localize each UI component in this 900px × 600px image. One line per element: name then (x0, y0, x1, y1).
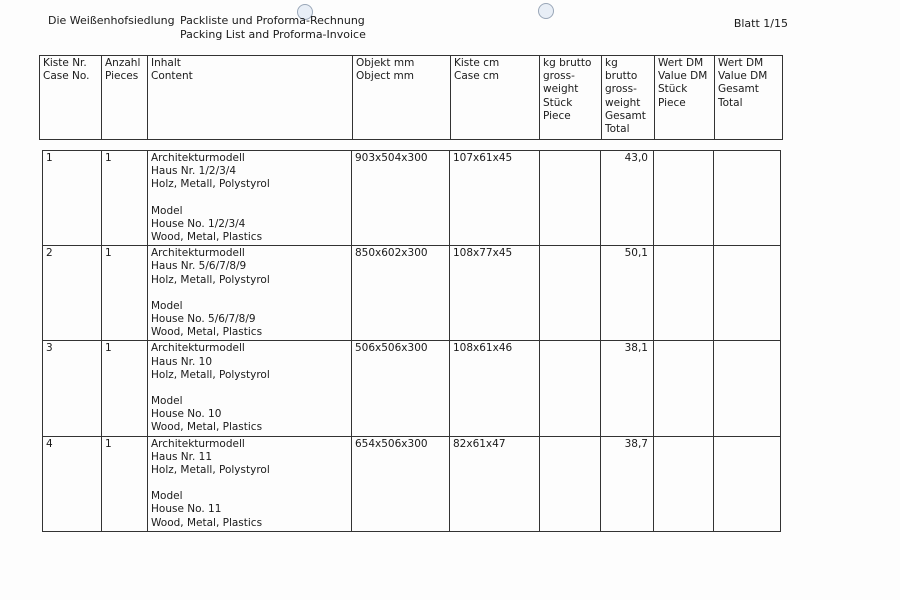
packing-list-table (42, 150, 781, 532)
pieces-count: 1 (102, 436, 148, 531)
table-row (43, 246, 781, 341)
header-weight-total: kg brutto gross- weight Gesamt Total (602, 56, 655, 140)
object-dimensions: 654x506x300 (352, 436, 450, 531)
case-number: 3 (43, 341, 102, 436)
value-total (714, 436, 781, 531)
table-row (43, 436, 781, 531)
header-content: Inhalt Content (148, 56, 353, 140)
column-header-table (39, 55, 783, 140)
header-object-mm: Objekt mm Object mm (353, 56, 451, 140)
header-case-cm: Kiste cm Case cm (451, 56, 540, 140)
case-number: 4 (43, 436, 102, 531)
table-row (43, 341, 781, 436)
header-weight-piece: kg brutto gross- weight Stück Piece (540, 56, 602, 140)
weight-total: 43,0 (601, 151, 654, 246)
pieces-count: 1 (102, 151, 148, 246)
header-value-total: Wert DM Value DM Gesamt Total (715, 56, 783, 140)
title-english: Packing List and Proforma-Invoice (180, 28, 366, 41)
object-dimensions: 903x504x300 (352, 151, 450, 246)
value-piece (654, 341, 714, 436)
case-number: 2 (43, 246, 102, 341)
document-title (180, 14, 366, 42)
weight-total: 38,7 (601, 436, 654, 531)
object-dimensions: 506x506x300 (352, 341, 450, 436)
content-description: Architekturmodell Haus Nr. 11 Holz, Metall, Polystyrol Model House No. 11 Wood, Metal, Plastics (148, 436, 352, 531)
weight-piece (540, 151, 601, 246)
case-dimensions: 107x61x45 (450, 151, 540, 246)
value-piece (654, 246, 714, 341)
value-piece (654, 436, 714, 531)
value-piece (654, 151, 714, 246)
value-total (714, 151, 781, 246)
weight-piece (540, 246, 601, 341)
sheet-number: Blatt 1/15 (733, 17, 788, 30)
weight-total: 50,1 (601, 246, 654, 341)
header-pieces: Anzahl Pieces (102, 56, 148, 140)
document-header (48, 14, 788, 48)
header-case-no: Kiste Nr. Case No. (40, 56, 102, 140)
weight-piece (540, 341, 601, 436)
weight-piece (540, 436, 601, 531)
content-description: Architekturmodell Haus Nr. 1/2/3/4 Holz, Metall, Polystyrol Model House No. 1/2/3/4 Wood, Metal, Plastics (148, 151, 352, 246)
header-value-piece: Wert DM Value DM Stück Piece (655, 56, 715, 140)
case-dimensions: 108x77x45 (450, 246, 540, 341)
pieces-count: 1 (102, 341, 148, 436)
case-number: 1 (43, 151, 102, 246)
pieces-count: 1 (102, 246, 148, 341)
value-total (714, 341, 781, 436)
content-description: Architekturmodell Haus Nr. 5/6/7/8/9 Holz, Metall, Polystyrol Model House No. 5/6/7/8/9 Wood, Metal, Plastics (148, 246, 352, 341)
content-description: Architekturmodell Haus Nr. 10 Holz, Metall, Polystyrol Model House No. 10 Wood, Metal, Plastics (148, 341, 352, 436)
weight-total: 38,1 (601, 341, 654, 436)
case-dimensions: 82x61x47 (450, 436, 540, 531)
value-total (714, 246, 781, 341)
title-german: Packliste und Proforma-Rechnung (180, 14, 365, 27)
organization-name: Die Weißenhofsiedlung (48, 14, 175, 27)
object-dimensions: 850x602x300 (352, 246, 450, 341)
case-dimensions: 108x61x46 (450, 341, 540, 436)
table-row (43, 151, 781, 246)
